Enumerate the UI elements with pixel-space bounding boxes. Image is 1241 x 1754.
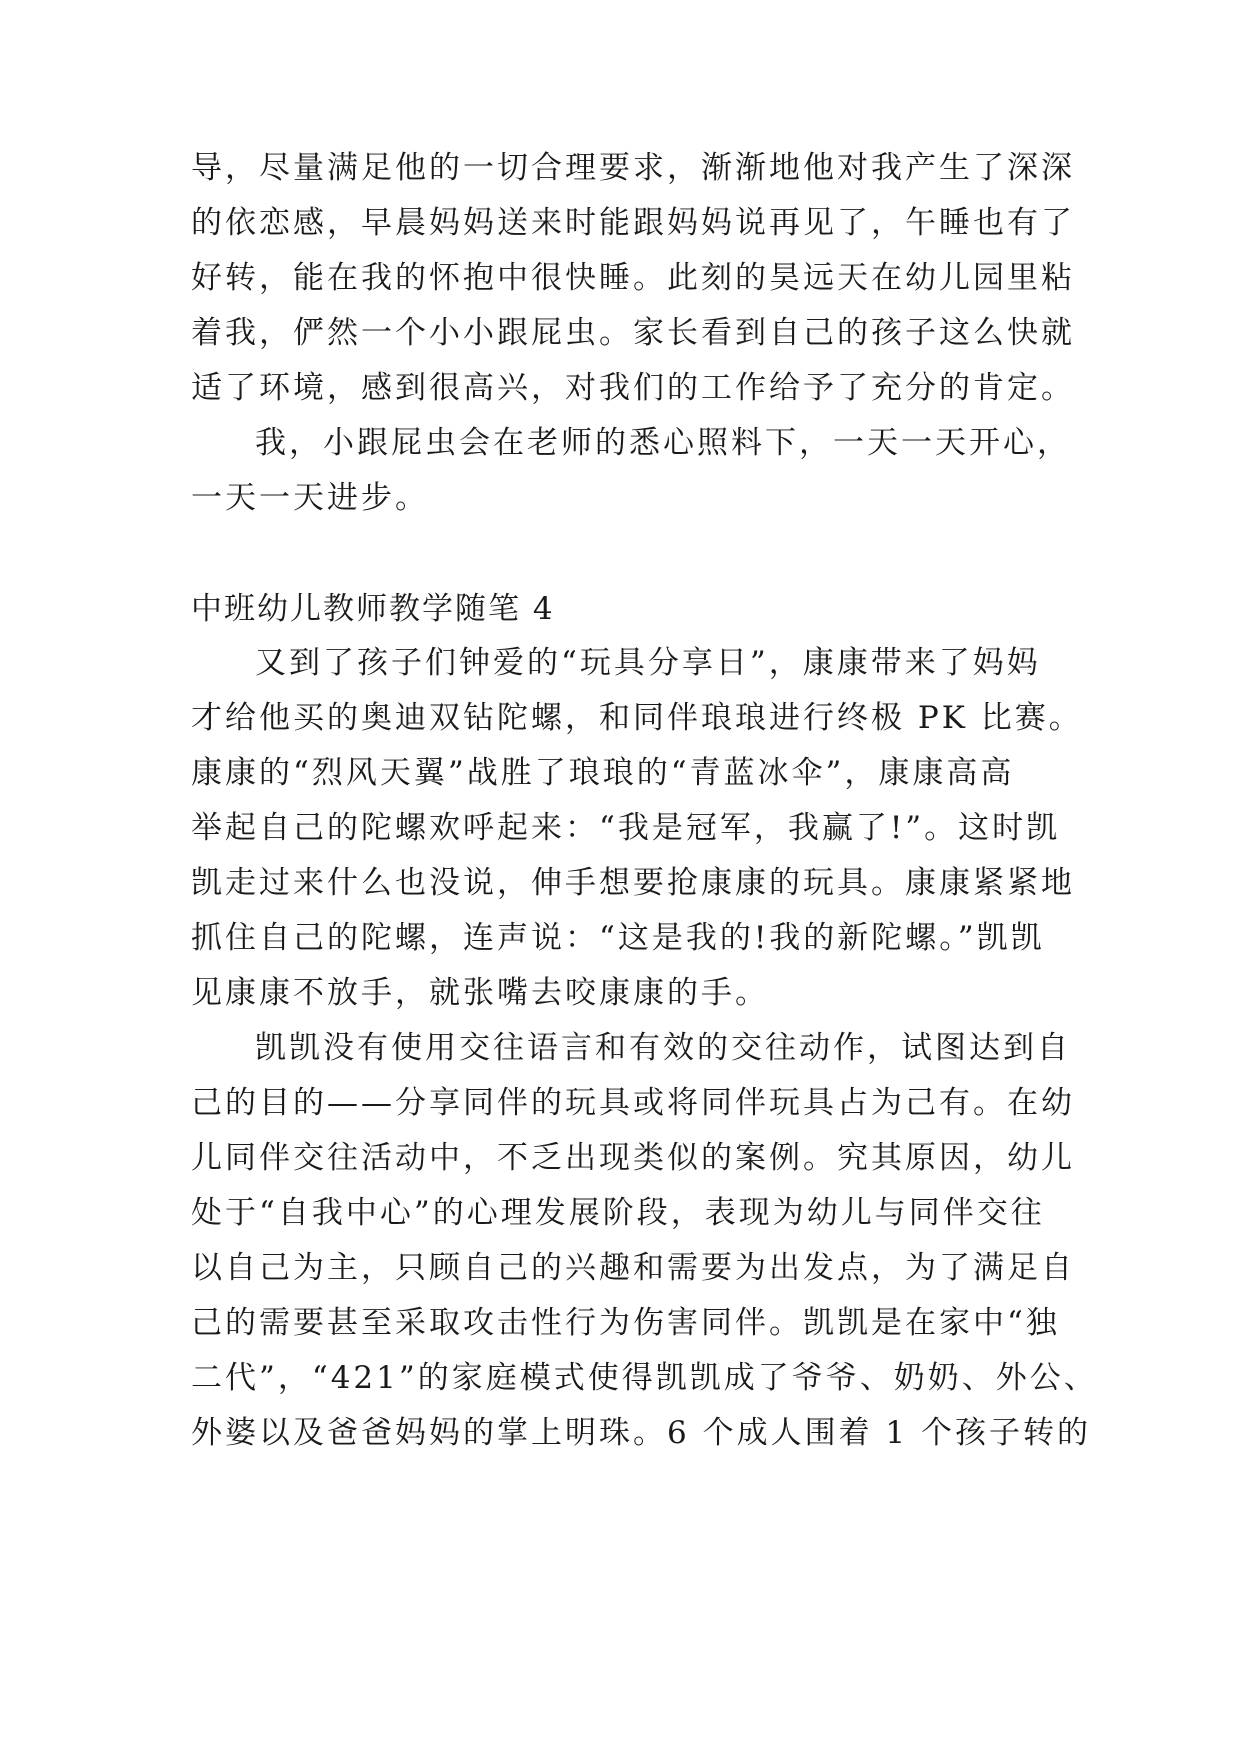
- text-line: 二代”，“421”的家庭模式使得凯凯成了爷爷、奶奶、外公、: [191, 1360, 1098, 1396]
- text-line: 儿同伴交往活动中，不乏出现类似的案例。究其原因，幼儿: [191, 1140, 1075, 1176]
- text-line: 康康的“烈风天翼”战胜了琅琅的“青蓝冰伞”，康康高高: [191, 755, 1015, 791]
- text-line: 才给他买的奥迪双钻陀螺，和同伴琅琅进行终极 PK 比赛。: [191, 700, 1083, 736]
- text-line: 又到了孩子们钟爱的“玩具分享日”，康康带来了妈妈: [255, 645, 1041, 681]
- text-line: 导，尽量满足他的一切合理要求，渐渐地他对我产生了深深: [191, 150, 1075, 186]
- text-line: 一天一天进步。: [191, 480, 429, 516]
- text-line: 好转，能在我的怀抱中很快睡。此刻的昊远天在幼儿园里粘: [191, 260, 1075, 296]
- text-line: 适了环境，感到很高兴，对我们的工作给予了充分的肯定。: [191, 370, 1075, 406]
- text-line: 外婆以及爸爸妈妈的掌上明珠。6 个成人围着 1 个孩子转的: [191, 1415, 1092, 1451]
- text-line: 见康康不放手，就张嘴去咬康康的手。: [191, 975, 769, 1011]
- text-line: 己的目的——分享同伴的玩具或将同伴玩具占为己有。在幼: [191, 1085, 1075, 1121]
- text-line: 凯走过来什么也没说，伸手想要抢康康的玩具。康康紧紧地: [191, 865, 1075, 901]
- text-line: 凯凯没有使用交往语言和有效的交往动作，试图达到自: [255, 1030, 1071, 1066]
- text-line: 以自己为主，只顾自己的兴趣和需要为出发点，为了满足自: [191, 1250, 1075, 1286]
- text-line: 着我，俨然一个小小跟屁虫。家长看到自己的孩子这么快就: [191, 315, 1075, 351]
- text-line: 我，小跟屁虫会在老师的悉心照料下，一天一天开心，: [255, 425, 1071, 461]
- text-line: 己的需要甚至采取攻击性行为伤害同伴。凯凯是在家中“独: [191, 1305, 1060, 1341]
- text-line: 的依恋感，早晨妈妈送来时能跟妈妈说再见了，午睡也有了: [191, 205, 1075, 241]
- text-line: 处于“自我中心”的心理发展阶段，表现为幼儿与同伴交往: [191, 1195, 1045, 1231]
- text-line: 抓住自己的陀螺，连声说：“这是我的!我的新陀螺。”凯凯: [191, 920, 1045, 956]
- section-title: 中班幼儿教师教学随笔 4: [191, 591, 555, 627]
- text-line: 举起自己的陀螺欢呼起来：“我是冠军，我赢了!”。这时凯: [191, 810, 1061, 846]
